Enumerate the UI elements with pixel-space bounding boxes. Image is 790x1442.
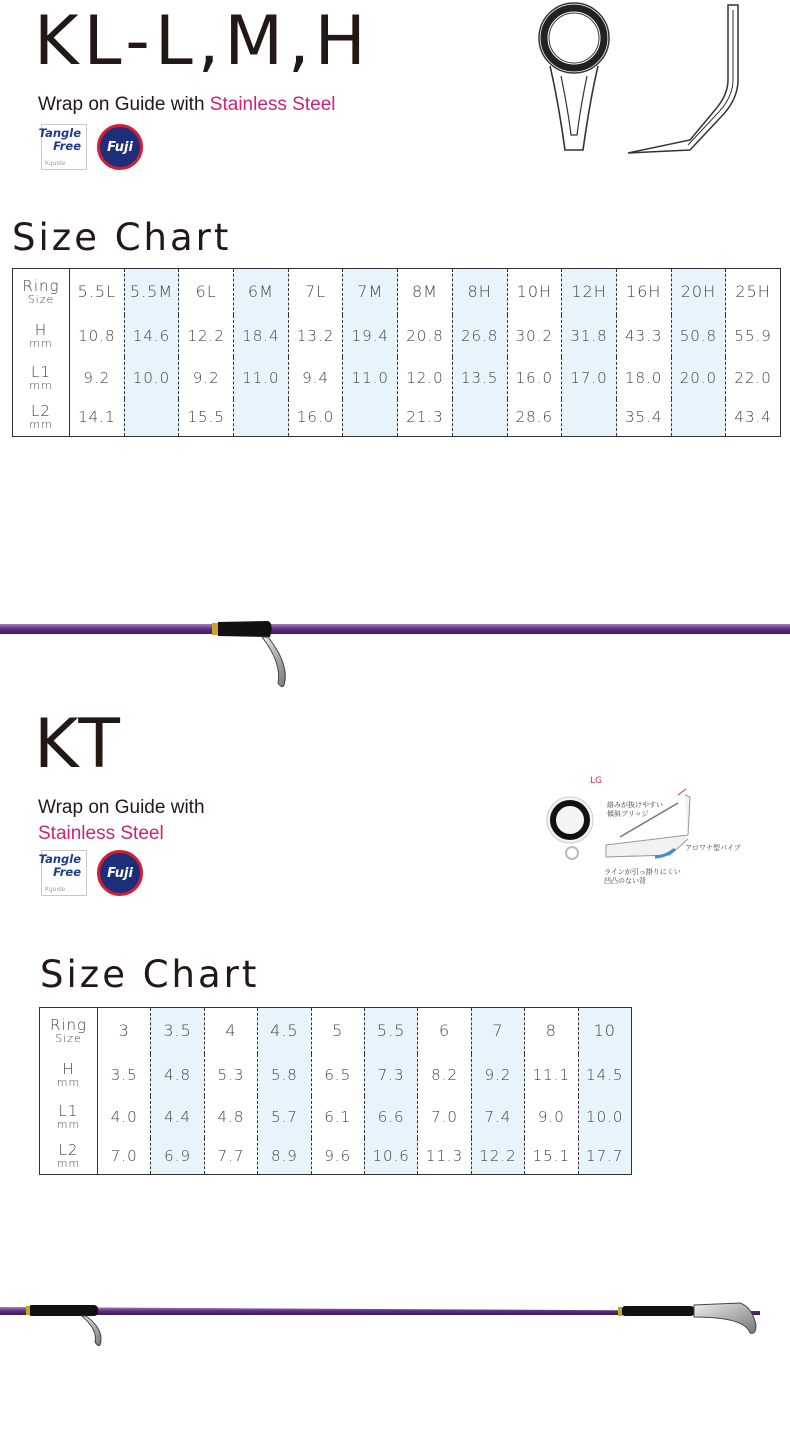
table-cell: 6M bbox=[234, 269, 289, 315]
table-cell bbox=[562, 399, 617, 437]
table-cell: 8.9 bbox=[258, 1138, 311, 1175]
table-cell: 4.8 bbox=[151, 1054, 204, 1096]
table-cell: 7.3 bbox=[364, 1054, 417, 1096]
table-cell: 10.0 bbox=[578, 1096, 631, 1138]
row-label bbox=[40, 1096, 98, 1138]
fuji-logo-text: Fuji bbox=[107, 139, 133, 155]
table-row bbox=[40, 1054, 632, 1096]
row-label bbox=[13, 269, 70, 315]
table-row bbox=[13, 269, 781, 315]
table-cell: 6.6 bbox=[364, 1096, 417, 1138]
row-label-main: L1 bbox=[58, 1101, 79, 1120]
row-label-main: L2 bbox=[58, 1140, 79, 1159]
table-cell: 9.0 bbox=[525, 1096, 578, 1138]
table-cell: 20.0 bbox=[671, 357, 726, 399]
table-cell: 9.4 bbox=[288, 357, 343, 399]
table-cell: 4.5 bbox=[258, 1008, 311, 1054]
table-cell bbox=[452, 399, 507, 437]
row-label-unit: Size bbox=[27, 292, 55, 306]
tangle-free-line2: Free bbox=[53, 139, 81, 153]
kt-subtitle-line2: Stainless Steel bbox=[38, 823, 164, 844]
table-cell: 28.6 bbox=[507, 399, 562, 437]
table-cell: 20.8 bbox=[398, 315, 453, 357]
table-cell: 10 bbox=[578, 1008, 631, 1054]
table-cell: 4 bbox=[204, 1008, 257, 1054]
kl-subtitle-prefix: Wrap on Guide with bbox=[38, 94, 210, 115]
row-label bbox=[13, 357, 70, 399]
table-cell: 9.2 bbox=[179, 357, 234, 399]
row-label-unit: mm bbox=[56, 1075, 81, 1089]
table-cell: 9.2 bbox=[83, 368, 111, 387]
row-label bbox=[40, 1138, 98, 1175]
kl-subtitle-accent: Stainless Steel bbox=[209, 94, 336, 115]
table-cell: 18.0 bbox=[616, 357, 671, 399]
table-cell: 20H bbox=[671, 269, 726, 315]
table-cell: 6.1 bbox=[311, 1096, 364, 1138]
table-cell: 9.2 bbox=[471, 1054, 524, 1096]
tangle-free-brand: Kguide bbox=[45, 887, 66, 893]
row-label bbox=[13, 399, 70, 437]
table-cell: 8 bbox=[525, 1008, 578, 1054]
table-cell: 10.6 bbox=[364, 1138, 417, 1175]
table-cell: 17.7 bbox=[578, 1138, 631, 1175]
table-cell: 14.5 bbox=[578, 1054, 631, 1096]
table-cell: 8M bbox=[398, 269, 453, 315]
row-label-unit: mm bbox=[29, 418, 53, 432]
table-cell: 18.4 bbox=[234, 315, 289, 357]
table-cell: 5.3 bbox=[204, 1054, 257, 1096]
table-row bbox=[40, 1138, 632, 1175]
table-cell: 11.3 bbox=[418, 1138, 471, 1175]
table-cell: 22.0 bbox=[726, 357, 781, 399]
table-cell: 5 bbox=[311, 1008, 364, 1054]
table-cell: 9.6 bbox=[311, 1138, 364, 1175]
table-cell: 6.9 bbox=[151, 1138, 204, 1175]
tangle-free-line1: Tangle bbox=[38, 126, 81, 140]
kl-size-chart-heading: Size Chart bbox=[12, 216, 232, 259]
table-cell: 35.4 bbox=[616, 399, 671, 437]
tangle-free-line2: Free bbox=[53, 865, 81, 879]
kt-rod-photo bbox=[0, 1295, 790, 1355]
table-cell: 7L bbox=[288, 269, 343, 315]
tangle-free-badge bbox=[38, 850, 87, 896]
table-cell: 43.4 bbox=[726, 399, 781, 437]
row-label-unit: mm bbox=[56, 1117, 81, 1131]
row-label-main: L1 bbox=[31, 362, 51, 381]
table-row bbox=[40, 1096, 632, 1138]
kt-diagram-note2: アロワナ型パイプ bbox=[685, 844, 741, 852]
row-label-unit: Size bbox=[55, 1031, 82, 1045]
table-cell: 13.2 bbox=[288, 315, 343, 357]
tangle-free-brand: Kguide bbox=[45, 161, 66, 167]
table-cell: 7.7 bbox=[204, 1138, 257, 1175]
table-cell: 10H bbox=[507, 269, 562, 315]
table-cell: 13.5 bbox=[452, 357, 507, 399]
table-cell: 10.0 bbox=[124, 357, 179, 399]
table-cell: 5.7 bbox=[258, 1096, 311, 1138]
table-cell: 7.4 bbox=[471, 1096, 524, 1138]
table-cell: 8.2 bbox=[418, 1054, 471, 1096]
row-label-main: Ring bbox=[22, 276, 60, 295]
table-cell: 31.8 bbox=[562, 315, 617, 357]
kt-diagram-note1-line1: 絡みが抜けやすい bbox=[607, 801, 663, 809]
row-label-unit: mm bbox=[29, 378, 53, 392]
fuji-logo-text: Fuji bbox=[107, 865, 133, 881]
kl-guide-side-illustration bbox=[620, 0, 750, 160]
table-cell: 4.8 bbox=[204, 1096, 257, 1138]
table-cell: 7.0 bbox=[418, 1096, 471, 1138]
kt-diagram-note3-line1: ラインが引っ掛りにくい bbox=[604, 868, 681, 876]
table-cell: 30.2 bbox=[507, 315, 562, 357]
row-label-unit: mm bbox=[56, 1156, 81, 1170]
fuji-logo-badge bbox=[97, 124, 143, 170]
kt-title: KT bbox=[34, 705, 125, 784]
table-row bbox=[13, 399, 781, 437]
table-cell: 10.8 bbox=[78, 326, 116, 345]
table-cell bbox=[671, 399, 726, 437]
row-label-main: L2 bbox=[31, 402, 51, 421]
row-label-unit: mm bbox=[29, 336, 53, 350]
table-cell bbox=[343, 399, 398, 437]
table-cell: 11.0 bbox=[343, 357, 398, 399]
kt-diagram-label-lg: LG bbox=[590, 776, 602, 786]
table-cell: 16.0 bbox=[507, 357, 562, 399]
table-cell: 4.4 bbox=[151, 1096, 204, 1138]
table-cell: 5.5L bbox=[77, 282, 117, 302]
table-cell: 26.8 bbox=[452, 315, 507, 357]
table-cell: 50.8 bbox=[671, 315, 726, 357]
tangle-free-line1: Tangle bbox=[38, 852, 81, 866]
row-label bbox=[13, 315, 70, 357]
row-label-main: H bbox=[34, 320, 48, 339]
table-cell: 7M bbox=[343, 269, 398, 315]
table-cell: 16H bbox=[616, 269, 671, 315]
table-cell: 25H bbox=[726, 269, 781, 315]
fuji-logo-badge bbox=[97, 850, 143, 896]
table-cell: 6L bbox=[179, 269, 234, 315]
kl-size-table bbox=[12, 268, 781, 437]
table-cell: 12H bbox=[562, 269, 617, 315]
table-cell: 55.9 bbox=[726, 315, 781, 357]
kl-rod-photo bbox=[0, 615, 790, 695]
table-cell: 15.1 bbox=[525, 1138, 578, 1175]
kt-size-chart-heading: Size Chart bbox=[40, 953, 260, 996]
table-cell: 12.0 bbox=[398, 357, 453, 399]
table-cell: 17.0 bbox=[562, 357, 617, 399]
tangle-free-badge bbox=[38, 124, 87, 170]
table-cell: 19.4 bbox=[343, 315, 398, 357]
kl-subtitle bbox=[38, 92, 335, 118]
kl-guide-front-illustration bbox=[530, 0, 620, 160]
table-cell: 14.1 bbox=[78, 408, 116, 427]
table-cell bbox=[234, 399, 289, 437]
kt-subtitle-line1: Wrap on Guide with bbox=[38, 797, 205, 818]
table-cell: 7.0 bbox=[110, 1146, 138, 1165]
row-label bbox=[40, 1054, 98, 1096]
table-cell: 12.2 bbox=[471, 1138, 524, 1175]
kl-title: KL-L,M,H bbox=[34, 2, 371, 81]
table-cell: 5.5M bbox=[124, 269, 179, 315]
table-cell: 6.5 bbox=[311, 1054, 364, 1096]
table-cell: 8H bbox=[452, 269, 507, 315]
table-cell: 7 bbox=[471, 1008, 524, 1054]
table-row bbox=[13, 357, 781, 399]
table-cell: 5.8 bbox=[258, 1054, 311, 1096]
table-cell: 11.1 bbox=[525, 1054, 578, 1096]
table-cell: 4.0 bbox=[110, 1107, 138, 1126]
table-cell bbox=[124, 399, 179, 437]
table-cell: 3.5 bbox=[151, 1008, 204, 1054]
kt-diagram-note3-line2: 凹凸のない背 bbox=[604, 877, 646, 885]
table-cell: 3.5 bbox=[110, 1065, 138, 1084]
table-cell: 11.0 bbox=[234, 357, 289, 399]
kt-size-table bbox=[39, 1007, 632, 1175]
row-label-main: H bbox=[62, 1059, 75, 1078]
table-cell: 43.3 bbox=[616, 315, 671, 357]
kt-diagram-note1-line2: 傾斜ブリッジ bbox=[607, 810, 649, 818]
table-cell: 15.5 bbox=[179, 399, 234, 437]
row-label-main: Ring bbox=[49, 1015, 88, 1034]
table-cell: 16.0 bbox=[288, 399, 343, 437]
table-cell: 21.3 bbox=[398, 399, 453, 437]
table-cell: 5.5 bbox=[364, 1008, 417, 1054]
table-cell: 3 bbox=[118, 1021, 130, 1041]
table-cell: 6 bbox=[418, 1008, 471, 1054]
row-label bbox=[40, 1008, 98, 1054]
table-cell: 12.2 bbox=[179, 315, 234, 357]
table-cell: 14.6 bbox=[124, 315, 179, 357]
table-row bbox=[40, 1008, 632, 1054]
table-row bbox=[13, 315, 781, 357]
